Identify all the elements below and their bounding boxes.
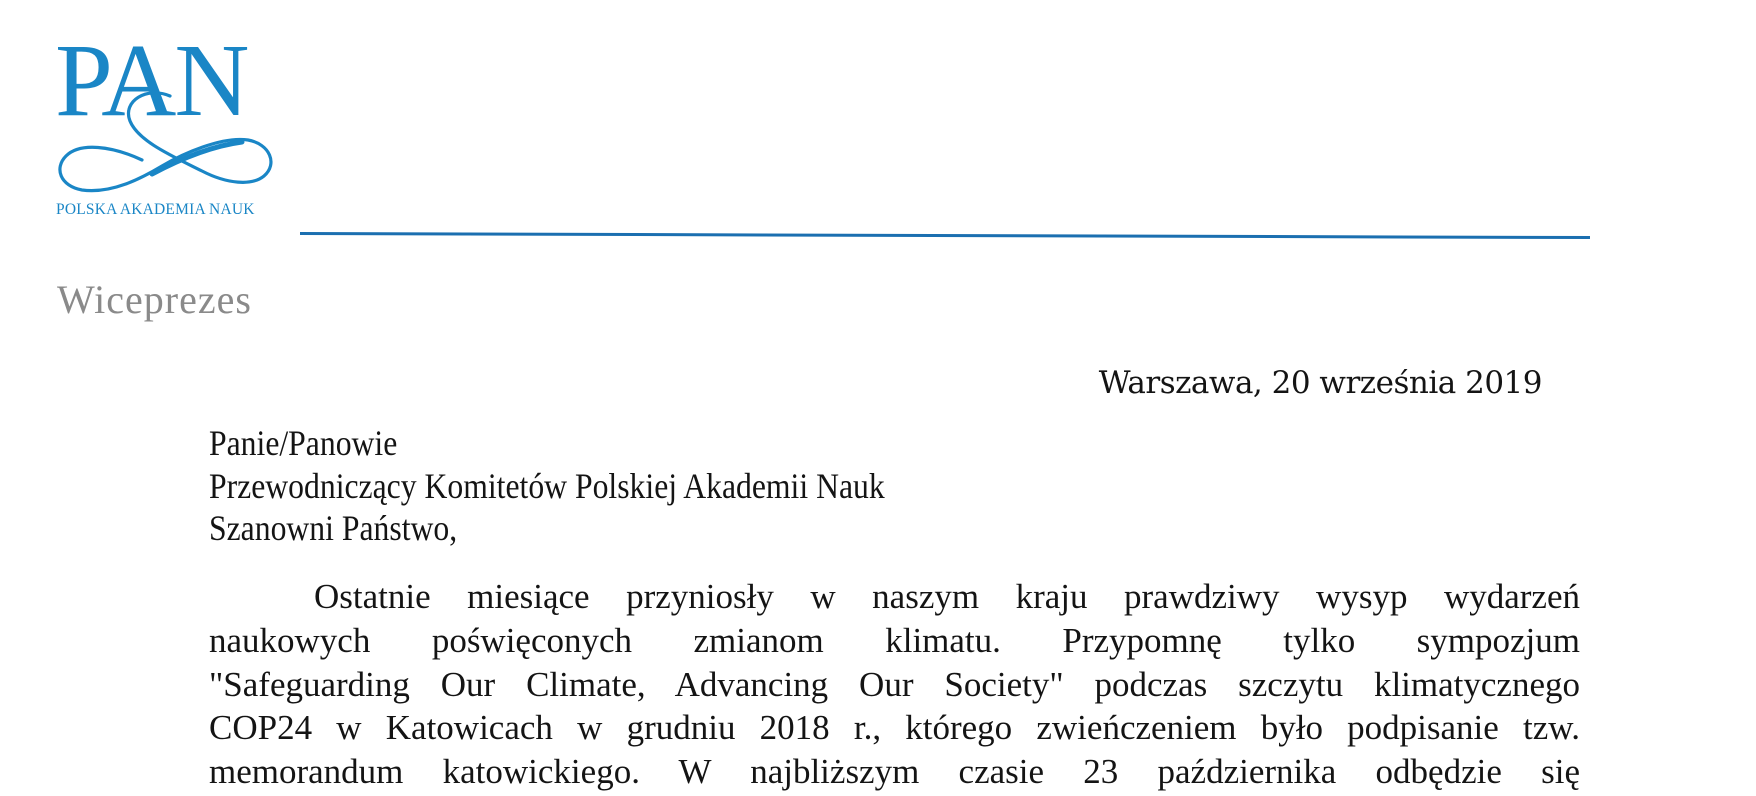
sender-role: Wiceprezes	[57, 277, 252, 322]
body-line: naukowych poświęconych zmianom klimatu. Przypomnę tylko sympozjum	[209, 620, 1580, 660]
body-paragraph	[209, 575, 1580, 794]
pan-logo-infinity-icon	[52, 23, 284, 226]
date-line: Warszawa, 20 września 2019	[1098, 365, 1542, 401]
salutation: Szanowni Państwo,	[209, 508, 458, 548]
recipient-line-2: Przewodniczący Komitetów Polskiej Akademii Nauk	[209, 466, 885, 506]
recipient-line-1: Panie/Panowie	[209, 423, 398, 463]
letterhead-divider	[300, 232, 1590, 239]
body-line: "Safeguarding Our Climate, Advancing Our Society" podczas szczytu klimatycznego	[209, 664, 1580, 704]
body-line: Ostatnie miesiące przyniosły w naszym kraju prawdziwy wysyp wydarzeń	[314, 577, 1580, 616]
body-line: memorandum katowickiego. W najbliższym czasie 23 października odbędzie się	[209, 752, 1580, 792]
pan-logo-wordmark: PAN	[55, 23, 248, 138]
pan-logo-subtitle: POLSKA AKADEMIA NAUK	[56, 201, 255, 218]
body-line: COP24 w Katowicach w grudniu 2018 r., którego zwieńczeniem było podpisanie tzw.	[209, 708, 1580, 748]
